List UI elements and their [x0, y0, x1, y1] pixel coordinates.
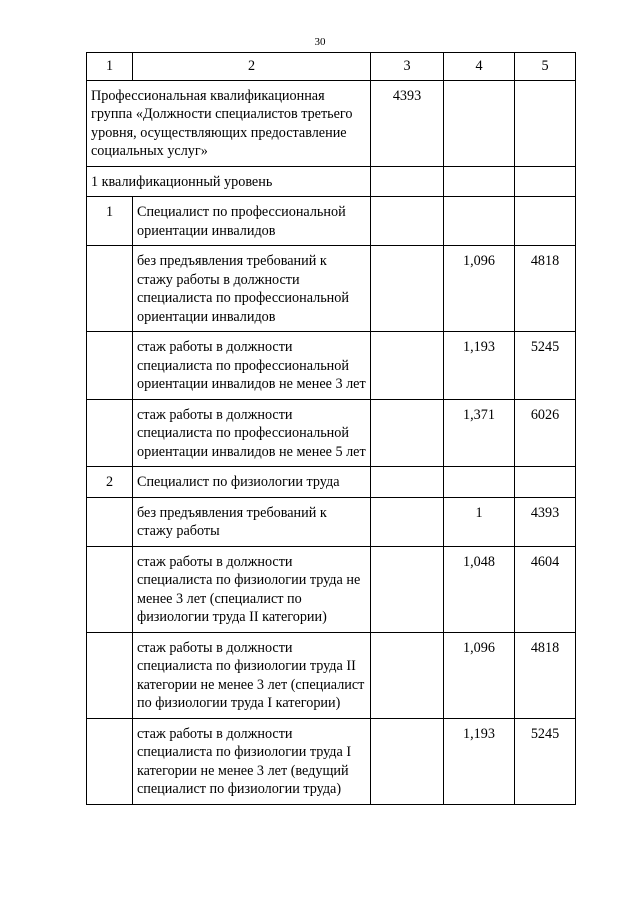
empty-cell: [87, 497, 133, 546]
condition-row: [87, 718, 576, 804]
empty-cell: [371, 246, 444, 332]
empty-cell: [515, 80, 576, 166]
column-header: 1: [87, 53, 133, 81]
group-row: [87, 80, 576, 166]
column-header: 3: [371, 53, 444, 81]
coefficient: 1,048: [444, 546, 515, 632]
empty-cell: [87, 632, 133, 718]
empty-cell: [444, 467, 515, 498]
position-number: 2: [87, 467, 133, 498]
salary: 4393: [515, 497, 576, 546]
empty-cell: [371, 718, 444, 804]
empty-cell: [371, 632, 444, 718]
salary-table: [86, 52, 576, 805]
condition-text: стаж работы в должности специалиста по физиологии труда не менее 3 лет (специалист по физиологии труда II категории): [133, 546, 371, 632]
condition-row: [87, 246, 576, 332]
condition-text: стаж работы в должности специалиста по профессиональной ориентации инвалидов не менее 5 лет: [133, 399, 371, 467]
empty-cell: [444, 166, 515, 197]
coefficient: 1: [444, 497, 515, 546]
condition-row: [87, 546, 576, 632]
coefficient: 1,371: [444, 399, 515, 467]
empty-cell: [515, 467, 576, 498]
group-title: Профессиональная квалификационная группа «Должности специалистов третьего уровня, осуществляющих предоставление социальных услуг»: [87, 80, 371, 166]
column-header: 2: [133, 53, 371, 81]
coefficient: 1,096: [444, 246, 515, 332]
position-name: Специалист по физиологии труда: [133, 467, 371, 498]
position-row: [87, 467, 576, 498]
empty-cell: [515, 166, 576, 197]
column-header: 5: [515, 53, 576, 81]
salary: 6026: [515, 399, 576, 467]
empty-cell: [371, 546, 444, 632]
column-header: 4: [444, 53, 515, 81]
empty-cell: [371, 497, 444, 546]
empty-cell: [371, 399, 444, 467]
salary: 5245: [515, 718, 576, 804]
empty-cell: [444, 197, 515, 246]
condition-row: [87, 332, 576, 400]
condition-text: стаж работы в должности специалиста по профессиональной ориентации инвалидов не менее 3 лет: [133, 332, 371, 400]
empty-cell: [515, 197, 576, 246]
condition-text: без предъявления требований к стажу работы в должности специалиста по профессиональной ориентации инвалидов: [133, 246, 371, 332]
empty-cell: [371, 467, 444, 498]
empty-cell: [371, 332, 444, 400]
condition-text: стаж работы в должности специалиста по физиологии труда I категории не менее 3 лет (ведущий специалист по физиологии труда): [133, 718, 371, 804]
position-name: Специалист по профессиональной ориентации инвалидов: [133, 197, 371, 246]
position-row: [87, 197, 576, 246]
position-number: 1: [87, 197, 133, 246]
empty-cell: [87, 718, 133, 804]
empty-cell: [371, 197, 444, 246]
page-number: 30: [314, 36, 326, 48]
condition-text: стаж работы в должности специалиста по физиологии труда II категории не менее 3 лет (специалист по физиологии труда I категории): [133, 632, 371, 718]
empty-cell: [87, 546, 133, 632]
empty-cell: [444, 80, 515, 166]
coefficient: 1,193: [444, 718, 515, 804]
condition-text: без предъявления требований к стажу работы: [133, 497, 371, 546]
condition-row: [87, 497, 576, 546]
group-base-salary: 4393: [371, 80, 444, 166]
level-row: [87, 166, 576, 197]
empty-cell: [371, 166, 444, 197]
coefficient: 1,193: [444, 332, 515, 400]
qualification-level: 1 квалификационный уровень: [87, 166, 371, 197]
empty-cell: [87, 332, 133, 400]
salary: 4818: [515, 632, 576, 718]
condition-row: [87, 399, 576, 467]
salary: 4818: [515, 246, 576, 332]
condition-row: [87, 632, 576, 718]
salary: 5245: [515, 332, 576, 400]
table-header-row: [87, 53, 576, 81]
coefficient: 1,096: [444, 632, 515, 718]
salary: 4604: [515, 546, 576, 632]
empty-cell: [87, 399, 133, 467]
empty-cell: [87, 246, 133, 332]
